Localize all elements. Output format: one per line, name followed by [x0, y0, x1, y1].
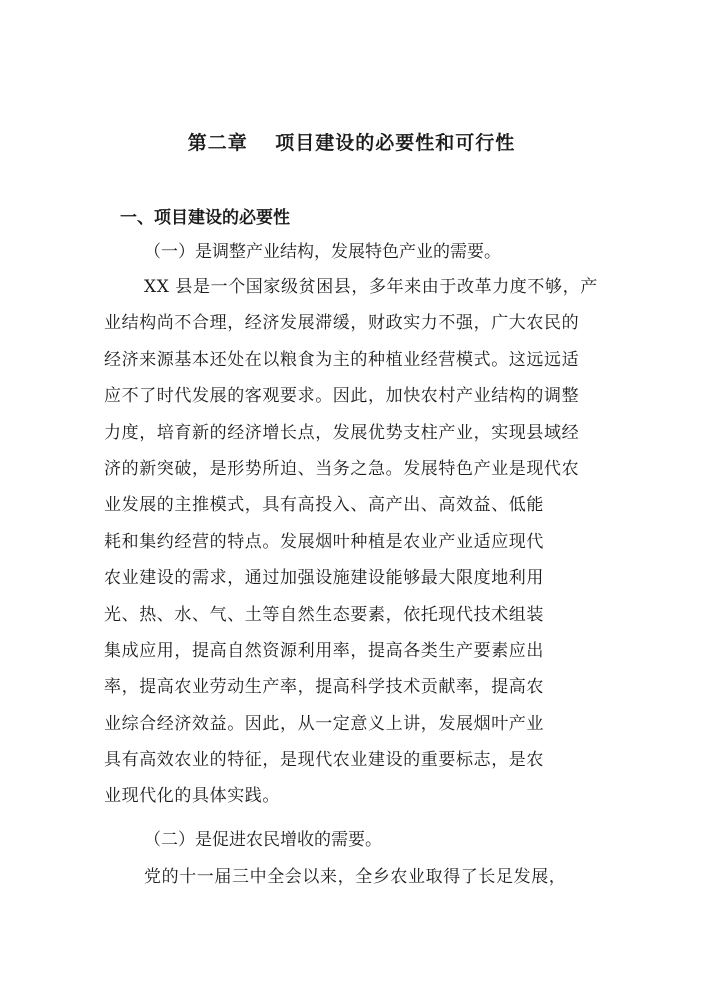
chapter-title: 第二章 项目建设的必要性和可行性 — [187, 132, 516, 154]
subsection-heading-1: （一）是调整产业结构，发展特色产业的需要。 — [144, 242, 501, 262]
paragraph-line: 力度，培育新的经济增长点，发展优势支柱产业，实现县域经 — [104, 422, 580, 443]
paragraph-line: 业综合经济效益。因此，从一定意义上讲，发展烟叶产业 — [104, 713, 544, 734]
section-heading: 一、项目建设的必要性 — [120, 208, 290, 228]
paragraph-line: 业现代化的具体实践。 — [104, 786, 280, 807]
paragraph-line: 业结构尚不合理，经济发展滞缓，财政实力不强，广大农民的 — [104, 313, 580, 334]
paragraph-line: 应不了时代发展的客观要求。因此，加快农村产业结构的调整 — [104, 386, 580, 407]
subsection-heading-2: （二）是促进农民增收的需要。 — [144, 830, 382, 850]
paragraph-line: 济的新突破，是形势所迫、当务之急。发展特色产业是现代农 — [104, 458, 580, 479]
paragraph-line: 集成应用，提高自然资源利用率，提高各类生产要素应出 — [104, 640, 544, 661]
paragraph-line: 光、热、水、气、土等自然生态要素，依托现代技术组装 — [104, 604, 544, 625]
paragraph-line: 党的十一届三中全会以来，全乡农业取得了长足发展， — [144, 867, 567, 887]
paragraph-line: XX 县是一个国家级贫困县，多年来由于改革力度不够，产 — [144, 277, 598, 297]
paragraph-line: 具有高效农业的特征，是现代农业建设的重要标志，是农 — [104, 750, 544, 771]
paragraph-line: 率，提高农业劳动生产率，提高科学技术贡献率，提高农 — [104, 677, 544, 698]
paragraph-1 — [104, 269, 604, 815]
paragraph-line: 耗和集约经营的特点。发展烟叶种植是农业产业适应现代 — [104, 531, 544, 552]
paragraph-line: 业发展的主推模式，具有高投入、高产出、高效益、低能 — [104, 495, 544, 516]
paragraph-2 — [104, 859, 604, 895]
paragraph-line: 经济来源基本还处在以粮食为主的种植业经营模式。这远远适 — [104, 349, 580, 370]
paragraph-line: 农业建设的需求，通过加强设施建设能够最大限度地利用 — [104, 568, 544, 589]
